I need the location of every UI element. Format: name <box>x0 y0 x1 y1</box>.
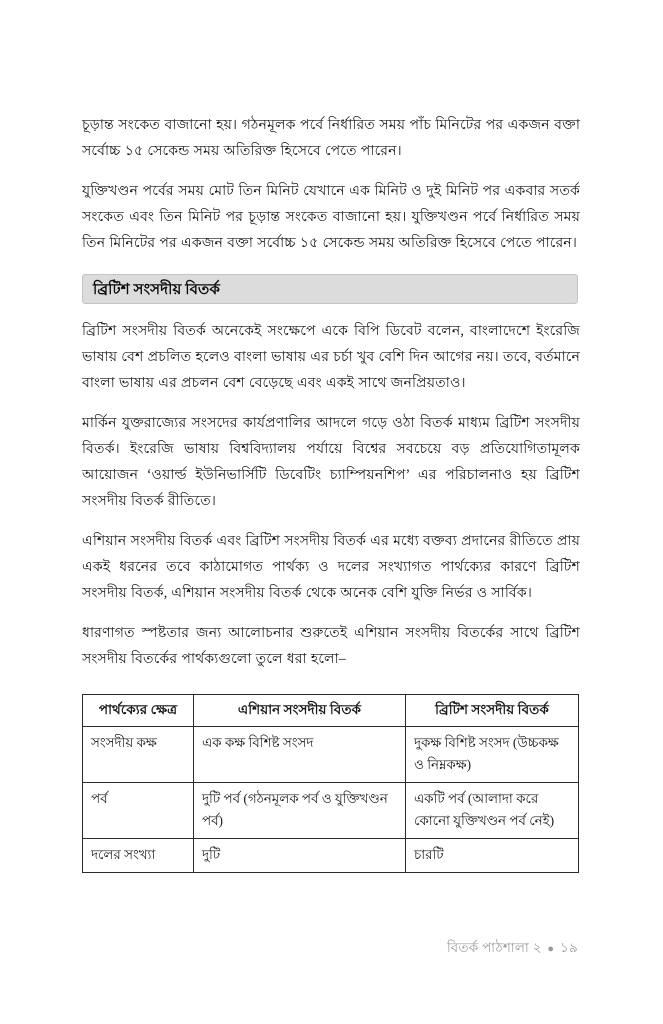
table-row <box>83 839 579 873</box>
paragraph-rebuttal-timing: যুক্তিখণ্ডন পর্বের সময় মোট তিন মিনিট যেখানে এক মিনিট ও দুই মিনিট পর একবার সতর্ক সংকেত এবং তিন মিনিট পর চূড়ান্ত সংকেত বাজানো হয়। যুক্তিখণ্ডন পর্বে নির্ধারিত সময় তিন মিনিটের পর একজন বক্তা সর্বোচ্চ ১৫ সেকেন্ড সময় অতিরিক্ত হিসেবে পেতে পারেন। <box>82 183 580 251</box>
page-content <box>82 112 580 873</box>
cell-asian: দুটি <box>194 839 406 873</box>
column-header-field: পার্থক্যের ক্ষেত্র <box>83 695 194 727</box>
paragraph-bp-origin: মার্কিন যুক্তরাজ্যের সংসদের কার্যপ্রণালির আদলে গড়ে ওঠা বিতর্ক মাধ্যম ব্রিটিশ সংসদীয় বিতর্ক। ইংরেজি ভাষায় বিশ্ববিদ্যালয় পর্যায়ে বিশ্বের সবচেয়ে বড় প্রতিযোগিতামূলক আয়োজন ‘ওয়ার্ল্ড ইউনিভার্সিটি ডিবেটিং চ্যাম্পিয়নশিপ’ এর পরিচালনাও হয় ব্রিটিশ সংসদীয় বিতর্ক রীতিতে। <box>82 415 580 509</box>
paragraph-continuation: চূড়ান্ত সংকেত বাজানো হয়। গঠনমূলক পর্বে নির্ধারিত সময় পাঁচ মিনিটের পর একজন বক্তা সর্বোচ্চ ১৫ সেকেন্ড সময় অতিরিক্ত হিসেবে পেতে পারেন। <box>82 117 580 159</box>
comparison-table <box>82 694 579 873</box>
section-heading-british-parliamentary: ব্রিটিশ সংসদীয় বিতর্ক <box>82 274 578 304</box>
cell-field: পর্ব <box>83 783 194 839</box>
cell-asian: দুটি পর্ব (গঠনমূলক পর্ব ও যুক্তিখণ্ডন পর্ব) <box>194 783 406 839</box>
intro-paragraph-block <box>82 112 580 256</box>
paragraph-bp-comparison: এশিয়ান সংসদীয় বিতর্ক এবং ব্রিটিশ সংসদীয় বিতর্ক এর মধ্যে বক্তব্য প্রদানের রীতিতে প্রায় একই ধরনের তবে কাঠামোগত পার্থক্য ও দলের সংখ্যাগত পার্থক্যের কারণে ব্রিটিশ সংসদীয় বিতর্ক, এশিয়ান সংসদীয় বিতর্ক থেকে অনেক বেশি যুক্তি নির্ভর ও সার্বিক। <box>82 533 580 601</box>
table-row <box>83 783 579 839</box>
footer-separator-dot: ● <box>547 942 555 955</box>
cell-field: দলের সংখ্যা <box>83 839 194 873</box>
paragraph-table-lead-in: ধারণাগত স্পষ্টতার জন্য আলোচনার শুরুতেই এশিয়ান সংসদীয় বিতর্কের সাথে ব্রিটিশ সংসদীয় বিতর্কের পার্থক্যগুলো তুলে ধরা হলো– <box>82 625 580 667</box>
cell-british: একটি পর্ব (আলাদা করে কোনো যুক্তিখণ্ডন পর্ব নেই) <box>406 783 579 839</box>
cell-british: দুকক্ষ বিশিষ্ট সংসদ (উচ্চকক্ষ ও নিম্নকক্ষ) <box>406 727 579 783</box>
cell-field: সংসদীয় কক্ষ <box>83 727 194 783</box>
cell-british: চারটি <box>406 839 579 873</box>
table-row <box>83 727 579 783</box>
column-header-british: ব্রিটিশ সংসদীয় বিতর্ক <box>406 695 579 727</box>
table-header <box>83 695 579 727</box>
table-header-row <box>83 695 579 727</box>
cell-asian: এক কক্ষ বিশিষ্ট সংসদ <box>194 727 406 783</box>
section-body-block <box>82 318 580 672</box>
column-header-asian: এশিয়ান সংসদীয় বিতর্ক <box>194 695 406 727</box>
table-body <box>83 727 579 873</box>
paragraph-bp-intro: ব্রিটিশ সংসদীয় বিতর্ক অনেকেই সংক্ষেপে একে বিপি ডিবেট বলেন, বাংলাদেশে ইংরেজি ভাষায় বেশ প্রচলিত হলেও বাংলা ভাষায় এর চর্চা খুব বেশি দিন আগের নয়। তবে, বর্তমানে বাংলা ভাষায় এর প্রচলন বেশ বেড়েছে এবং একই সাথে জনপ্রিয়তাও। <box>82 323 580 391</box>
page-footer <box>82 938 578 960</box>
footer-book-title: বিতর্ক পাঠশালা ২ <box>446 940 542 955</box>
page-number: ১৯ <box>560 940 578 955</box>
